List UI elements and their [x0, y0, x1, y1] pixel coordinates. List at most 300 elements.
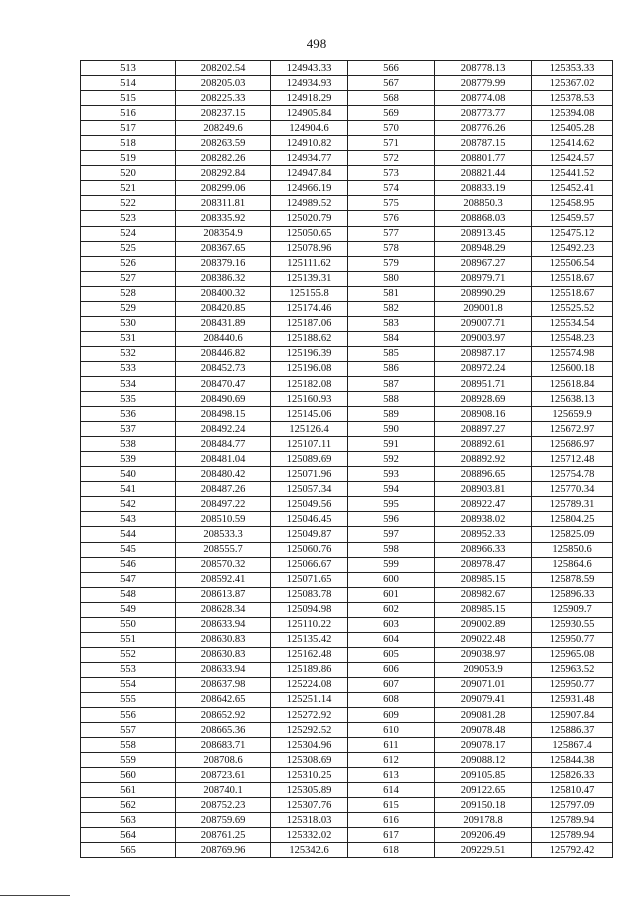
table-row — [81, 256, 613, 271]
right-y-cell: 125965.08 — [532, 647, 613, 662]
right-y-cell: 125492.23 — [532, 241, 613, 256]
left-x-cell: 208533.3 — [176, 527, 271, 542]
right-x-cell: 209007.71 — [435, 316, 532, 331]
left-point-cell: 514 — [81, 76, 176, 91]
table-row — [81, 738, 613, 753]
table-row — [81, 467, 613, 482]
left-x-cell: 208761.25 — [176, 828, 271, 843]
right-point-cell: 583 — [348, 316, 435, 331]
right-point-cell: 577 — [348, 226, 435, 241]
table-row — [81, 106, 613, 121]
table-row — [81, 166, 613, 181]
left-x-cell: 208630.83 — [176, 632, 271, 647]
right-point-cell: 611 — [348, 738, 435, 753]
left-y-cell: 125060.76 — [271, 542, 348, 557]
left-y-cell: 125107.11 — [271, 437, 348, 452]
right-y-cell: 125789.94 — [532, 813, 613, 828]
left-x-cell: 208592.41 — [176, 572, 271, 587]
right-y-cell: 125909.7 — [532, 602, 613, 617]
right-x-cell: 208850.3 — [435, 196, 532, 211]
table-row — [81, 753, 613, 768]
right-point-cell: 603 — [348, 617, 435, 632]
left-point-cell: 524 — [81, 226, 176, 241]
left-point-cell: 560 — [81, 768, 176, 783]
table-row — [81, 121, 613, 136]
right-point-cell: 579 — [348, 256, 435, 271]
left-x-cell: 208769.96 — [176, 843, 271, 858]
left-y-cell: 125304.96 — [271, 738, 348, 753]
left-point-cell: 532 — [81, 346, 176, 361]
right-x-cell: 208987.17 — [435, 346, 532, 361]
right-y-cell: 125712.48 — [532, 452, 613, 467]
left-point-cell: 516 — [81, 106, 176, 121]
right-point-cell: 596 — [348, 512, 435, 527]
left-y-cell: 125272.92 — [271, 708, 348, 723]
right-x-cell: 209122.65 — [435, 783, 532, 798]
right-point-cell: 606 — [348, 662, 435, 677]
left-y-cell: 125078.96 — [271, 241, 348, 256]
right-x-cell: 208903.81 — [435, 482, 532, 497]
left-point-cell: 531 — [81, 331, 176, 346]
table-row — [81, 286, 613, 301]
right-point-cell: 617 — [348, 828, 435, 843]
left-x-cell: 208613.87 — [176, 587, 271, 602]
right-y-cell: 125930.55 — [532, 617, 613, 632]
left-point-cell: 515 — [81, 91, 176, 106]
right-y-cell: 125789.94 — [532, 828, 613, 843]
table-row — [81, 813, 613, 828]
right-y-cell: 125792.42 — [532, 843, 613, 858]
left-x-cell: 208481.04 — [176, 452, 271, 467]
table-row — [81, 76, 613, 91]
left-y-cell: 125071.96 — [271, 467, 348, 482]
left-x-cell: 208420.85 — [176, 301, 271, 316]
left-x-cell: 208487.26 — [176, 482, 271, 497]
left-y-cell: 125342.6 — [271, 843, 348, 858]
table-row — [81, 407, 613, 422]
left-y-cell: 125189.86 — [271, 662, 348, 677]
right-point-cell: 599 — [348, 557, 435, 572]
table-row — [81, 422, 613, 437]
right-point-cell: 608 — [348, 692, 435, 707]
left-y-cell: 125057.34 — [271, 482, 348, 497]
left-point-cell: 521 — [81, 181, 176, 196]
right-y-cell: 125452.41 — [532, 181, 613, 196]
left-y-cell: 125111.62 — [271, 256, 348, 271]
left-x-cell: 208555.7 — [176, 542, 271, 557]
left-y-cell: 125292.52 — [271, 723, 348, 738]
left-point-cell: 564 — [81, 828, 176, 843]
right-x-cell: 209053.9 — [435, 662, 532, 677]
left-y-cell: 125310.25 — [271, 768, 348, 783]
left-y-cell: 124943.33 — [271, 61, 348, 76]
table-row — [81, 91, 613, 106]
right-y-cell: 125826.33 — [532, 768, 613, 783]
table-row — [81, 828, 613, 843]
table-row — [81, 226, 613, 241]
table-row — [81, 632, 613, 647]
right-y-cell: 125963.52 — [532, 662, 613, 677]
right-point-cell: 573 — [348, 166, 435, 181]
table-row — [81, 301, 613, 316]
table-row — [81, 798, 613, 813]
right-point-cell: 568 — [348, 91, 435, 106]
right-point-cell: 575 — [348, 196, 435, 211]
left-x-cell: 208492.24 — [176, 422, 271, 437]
right-y-cell: 125878.59 — [532, 572, 613, 587]
right-x-cell: 208922.47 — [435, 497, 532, 512]
right-x-cell: 209022.48 — [435, 632, 532, 647]
right-x-cell: 209001.8 — [435, 301, 532, 316]
right-x-cell: 209079.41 — [435, 692, 532, 707]
left-point-cell: 542 — [81, 497, 176, 512]
right-point-cell: 593 — [348, 467, 435, 482]
left-point-cell: 517 — [81, 121, 176, 136]
right-x-cell: 208774.08 — [435, 91, 532, 106]
right-point-cell: 595 — [348, 497, 435, 512]
right-y-cell: 125686.97 — [532, 437, 613, 452]
left-y-cell: 125049.56 — [271, 497, 348, 512]
left-y-cell: 125251.14 — [271, 692, 348, 707]
right-y-cell: 125770.34 — [532, 482, 613, 497]
right-y-cell: 125789.31 — [532, 497, 613, 512]
table-row — [81, 557, 613, 572]
right-point-cell: 613 — [348, 768, 435, 783]
right-x-cell: 209081.28 — [435, 708, 532, 723]
right-point-cell: 604 — [348, 632, 435, 647]
right-y-cell: 125754.78 — [532, 467, 613, 482]
table-row — [81, 151, 613, 166]
left-point-cell: 545 — [81, 542, 176, 557]
table-row — [81, 452, 613, 467]
right-x-cell: 208948.29 — [435, 241, 532, 256]
right-y-cell: 125931.48 — [532, 692, 613, 707]
right-x-cell: 209078.17 — [435, 738, 532, 753]
left-x-cell: 208642.65 — [176, 692, 271, 707]
right-point-cell: 574 — [348, 181, 435, 196]
left-point-cell: 534 — [81, 376, 176, 391]
left-x-cell: 208497.22 — [176, 497, 271, 512]
left-y-cell: 125126.4 — [271, 422, 348, 437]
left-point-cell: 525 — [81, 241, 176, 256]
right-point-cell: 607 — [348, 677, 435, 692]
left-x-cell: 208723.61 — [176, 768, 271, 783]
table-row — [81, 497, 613, 512]
left-point-cell: 561 — [81, 783, 176, 798]
left-x-cell: 208249.6 — [176, 121, 271, 136]
left-y-cell: 125188.62 — [271, 331, 348, 346]
left-point-cell: 523 — [81, 211, 176, 226]
left-x-cell: 208752.23 — [176, 798, 271, 813]
left-point-cell: 519 — [81, 151, 176, 166]
left-x-cell: 208202.54 — [176, 61, 271, 76]
right-y-cell: 125506.54 — [532, 256, 613, 271]
right-point-cell: 615 — [348, 798, 435, 813]
left-point-cell: 535 — [81, 392, 176, 407]
table-row — [81, 241, 613, 256]
left-point-cell: 547 — [81, 572, 176, 587]
left-y-cell: 124966.19 — [271, 181, 348, 196]
left-point-cell: 552 — [81, 647, 176, 662]
right-y-cell: 125659.9 — [532, 407, 613, 422]
right-y-cell: 125672.97 — [532, 422, 613, 437]
right-x-cell: 209206.49 — [435, 828, 532, 843]
left-point-cell: 520 — [81, 166, 176, 181]
left-point-cell: 551 — [81, 632, 176, 647]
right-y-cell: 125378.53 — [532, 91, 613, 106]
right-y-cell: 125804.25 — [532, 512, 613, 527]
left-y-cell: 125046.45 — [271, 512, 348, 527]
left-point-cell: 513 — [81, 61, 176, 76]
right-point-cell: 614 — [348, 783, 435, 798]
table-row — [81, 211, 613, 226]
right-point-cell: 587 — [348, 376, 435, 391]
left-y-cell: 125155.8 — [271, 286, 348, 301]
left-point-cell: 565 — [81, 843, 176, 858]
left-y-cell: 125224.08 — [271, 677, 348, 692]
left-x-cell: 208452.73 — [176, 361, 271, 376]
table-row — [81, 572, 613, 587]
right-x-cell: 208967.27 — [435, 256, 532, 271]
right-point-cell: 592 — [348, 452, 435, 467]
left-x-cell: 208431.89 — [176, 316, 271, 331]
left-y-cell: 125110.22 — [271, 617, 348, 632]
left-x-cell: 208311.81 — [176, 196, 271, 211]
table-row — [81, 602, 613, 617]
right-point-cell: 609 — [348, 708, 435, 723]
right-x-cell: 208908.16 — [435, 407, 532, 422]
right-point-cell: 585 — [348, 346, 435, 361]
right-x-cell: 208776.26 — [435, 121, 532, 136]
right-point-cell: 567 — [348, 76, 435, 91]
right-point-cell: 618 — [348, 843, 435, 858]
left-point-cell: 530 — [81, 316, 176, 331]
right-y-cell: 125907.84 — [532, 708, 613, 723]
right-point-cell: 589 — [348, 407, 435, 422]
right-point-cell: 576 — [348, 211, 435, 226]
table-row — [81, 361, 613, 376]
left-x-cell: 208759.69 — [176, 813, 271, 828]
left-point-cell: 557 — [81, 723, 176, 738]
table-row — [81, 136, 613, 151]
right-x-cell: 208779.99 — [435, 76, 532, 91]
right-x-cell: 209105.85 — [435, 768, 532, 783]
right-y-cell: 125367.02 — [532, 76, 613, 91]
right-x-cell: 208985.15 — [435, 572, 532, 587]
left-x-cell: 208237.15 — [176, 106, 271, 121]
right-point-cell: 616 — [348, 813, 435, 828]
left-y-cell: 125187.06 — [271, 316, 348, 331]
left-y-cell: 125160.93 — [271, 392, 348, 407]
left-x-cell: 208299.06 — [176, 181, 271, 196]
left-y-cell: 125308.69 — [271, 753, 348, 768]
right-x-cell: 209003.97 — [435, 331, 532, 346]
left-y-cell: 125332.02 — [271, 828, 348, 843]
right-x-cell: 209071.01 — [435, 677, 532, 692]
left-y-cell: 125089.69 — [271, 452, 348, 467]
table-row — [81, 346, 613, 361]
left-point-cell: 527 — [81, 271, 176, 286]
table-row — [81, 692, 613, 707]
left-point-cell: 529 — [81, 301, 176, 316]
left-point-cell: 555 — [81, 692, 176, 707]
table-row — [81, 392, 613, 407]
right-x-cell: 209088.12 — [435, 753, 532, 768]
right-y-cell: 125525.52 — [532, 301, 613, 316]
footnote-rule — [0, 895, 70, 896]
left-x-cell: 208225.33 — [176, 91, 271, 106]
right-point-cell: 586 — [348, 361, 435, 376]
left-point-cell: 563 — [81, 813, 176, 828]
left-point-cell: 518 — [81, 136, 176, 151]
right-x-cell: 209078.48 — [435, 723, 532, 738]
right-x-cell: 208966.33 — [435, 542, 532, 557]
right-x-cell: 209038.97 — [435, 647, 532, 662]
right-y-cell: 125424.57 — [532, 151, 613, 166]
right-x-cell: 208990.29 — [435, 286, 532, 301]
left-point-cell: 553 — [81, 662, 176, 677]
left-y-cell: 125307.76 — [271, 798, 348, 813]
left-x-cell: 208205.03 — [176, 76, 271, 91]
table-row — [81, 196, 613, 211]
right-point-cell: 569 — [348, 106, 435, 121]
left-point-cell: 550 — [81, 617, 176, 632]
left-y-cell: 125049.87 — [271, 527, 348, 542]
right-y-cell: 125896.33 — [532, 587, 613, 602]
right-y-cell: 125518.67 — [532, 286, 613, 301]
table-row — [81, 783, 613, 798]
left-x-cell: 208510.59 — [176, 512, 271, 527]
left-point-cell: 536 — [81, 407, 176, 422]
right-point-cell: 584 — [348, 331, 435, 346]
left-y-cell: 125020.79 — [271, 211, 348, 226]
table-row — [81, 677, 613, 692]
right-point-cell: 571 — [348, 136, 435, 151]
table-row — [81, 437, 613, 452]
table-row — [81, 768, 613, 783]
right-point-cell: 580 — [348, 271, 435, 286]
left-point-cell: 558 — [81, 738, 176, 753]
left-y-cell: 125318.03 — [271, 813, 348, 828]
left-x-cell: 208292.84 — [176, 166, 271, 181]
left-y-cell: 125145.06 — [271, 407, 348, 422]
table-row — [81, 527, 613, 542]
right-y-cell: 125864.6 — [532, 557, 613, 572]
right-point-cell: 597 — [348, 527, 435, 542]
right-y-cell: 125534.54 — [532, 316, 613, 331]
right-x-cell: 208938.02 — [435, 512, 532, 527]
table-row — [81, 316, 613, 331]
right-x-cell: 208778.13 — [435, 61, 532, 76]
table-row — [81, 723, 613, 738]
right-x-cell: 209150.18 — [435, 798, 532, 813]
right-point-cell: 594 — [348, 482, 435, 497]
table-row — [81, 482, 613, 497]
left-y-cell: 125196.08 — [271, 361, 348, 376]
left-x-cell: 208665.36 — [176, 723, 271, 738]
coordinates-table-body — [81, 61, 613, 858]
right-point-cell: 572 — [348, 151, 435, 166]
right-point-cell: 582 — [348, 301, 435, 316]
right-x-cell: 208979.71 — [435, 271, 532, 286]
left-y-cell: 124947.84 — [271, 166, 348, 181]
right-point-cell: 588 — [348, 392, 435, 407]
right-x-cell: 208801.77 — [435, 151, 532, 166]
left-x-cell: 208628.34 — [176, 602, 271, 617]
left-y-cell: 124934.93 — [271, 76, 348, 91]
left-point-cell: 546 — [81, 557, 176, 572]
left-point-cell: 544 — [81, 527, 176, 542]
left-x-cell: 208367.65 — [176, 241, 271, 256]
right-y-cell: 125475.12 — [532, 226, 613, 241]
table-row — [81, 617, 613, 632]
right-x-cell: 208951.71 — [435, 376, 532, 391]
table-row — [81, 271, 613, 286]
right-y-cell: 125394.08 — [532, 106, 613, 121]
left-y-cell: 124918.29 — [271, 91, 348, 106]
right-x-cell: 208896.65 — [435, 467, 532, 482]
left-x-cell: 208379.16 — [176, 256, 271, 271]
right-y-cell: 125518.67 — [532, 271, 613, 286]
right-x-cell: 209178.8 — [435, 813, 532, 828]
right-y-cell: 125414.62 — [532, 136, 613, 151]
right-x-cell: 208821.44 — [435, 166, 532, 181]
right-point-cell: 610 — [348, 723, 435, 738]
left-y-cell: 125174.46 — [271, 301, 348, 316]
right-y-cell: 125810.47 — [532, 783, 613, 798]
left-x-cell: 208633.94 — [176, 617, 271, 632]
right-point-cell: 566 — [348, 61, 435, 76]
right-x-cell: 208985.15 — [435, 602, 532, 617]
left-point-cell: 562 — [81, 798, 176, 813]
left-point-cell: 554 — [81, 677, 176, 692]
table-row — [81, 708, 613, 723]
right-y-cell: 125353.33 — [532, 61, 613, 76]
right-point-cell: 591 — [348, 437, 435, 452]
left-x-cell: 208630.83 — [176, 647, 271, 662]
left-point-cell: 548 — [81, 587, 176, 602]
right-point-cell: 590 — [348, 422, 435, 437]
left-y-cell: 124934.77 — [271, 151, 348, 166]
left-y-cell: 125162.48 — [271, 647, 348, 662]
left-point-cell: 559 — [81, 753, 176, 768]
table-row — [81, 331, 613, 346]
left-y-cell: 125050.65 — [271, 226, 348, 241]
left-point-cell: 533 — [81, 361, 176, 376]
left-y-cell: 125083.78 — [271, 587, 348, 602]
right-point-cell: 612 — [348, 753, 435, 768]
left-point-cell: 528 — [81, 286, 176, 301]
right-point-cell: 578 — [348, 241, 435, 256]
left-point-cell: 539 — [81, 452, 176, 467]
right-point-cell: 601 — [348, 587, 435, 602]
right-x-cell: 208972.24 — [435, 361, 532, 376]
right-y-cell: 125638.13 — [532, 392, 613, 407]
left-x-cell: 208490.69 — [176, 392, 271, 407]
left-y-cell: 125196.39 — [271, 346, 348, 361]
left-y-cell: 124905.84 — [271, 106, 348, 121]
left-point-cell: 549 — [81, 602, 176, 617]
left-x-cell: 208386.32 — [176, 271, 271, 286]
right-x-cell: 208897.27 — [435, 422, 532, 437]
right-point-cell: 581 — [348, 286, 435, 301]
table-row — [81, 587, 613, 602]
right-y-cell: 125459.57 — [532, 211, 613, 226]
left-y-cell: 125135.42 — [271, 632, 348, 647]
left-point-cell: 522 — [81, 196, 176, 211]
left-x-cell: 208740.1 — [176, 783, 271, 798]
left-x-cell: 208570.32 — [176, 557, 271, 572]
